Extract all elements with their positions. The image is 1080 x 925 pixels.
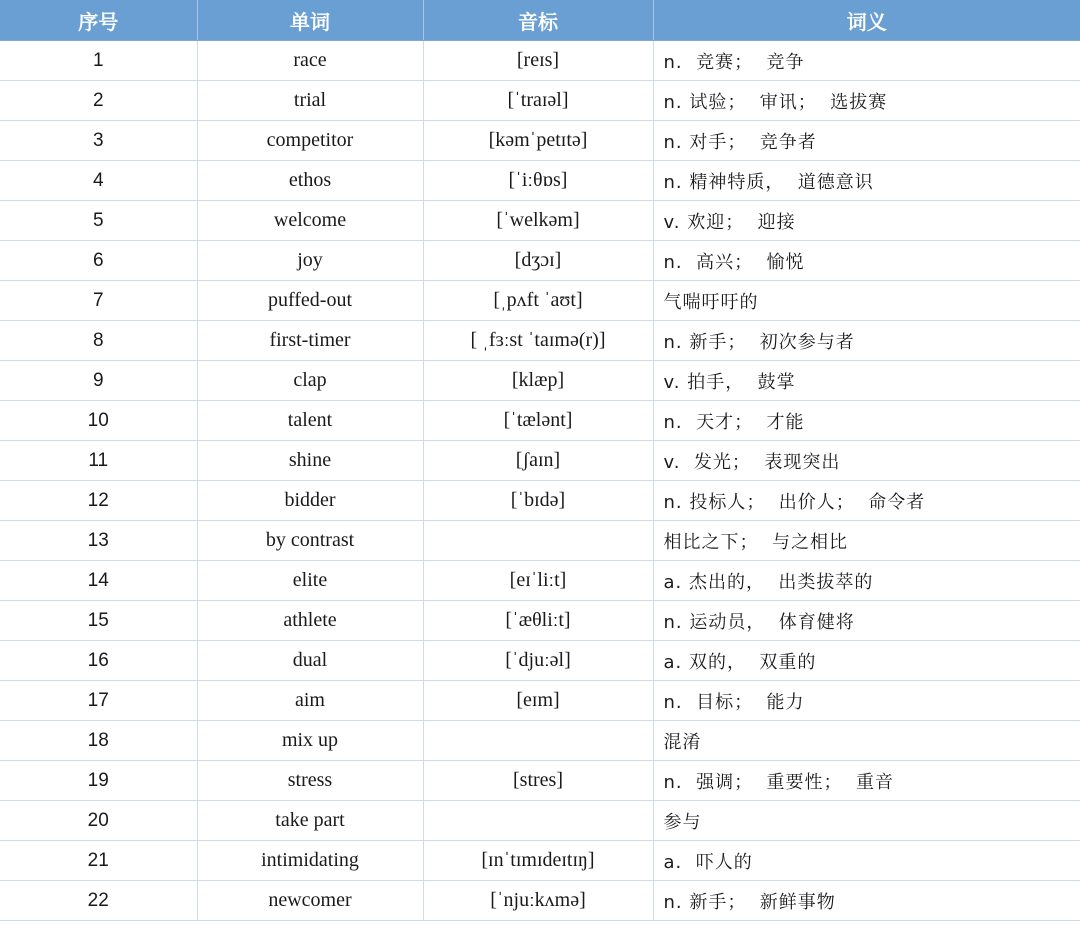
- row-phonetic: [ˈiːθɒs]: [423, 161, 653, 201]
- row-word: intimidating: [197, 841, 423, 881]
- table-row: [0, 601, 1080, 641]
- row-word: race: [197, 41, 423, 81]
- row-meaning: n. 精神特质， 道德意识: [653, 161, 1080, 201]
- row-word: joy: [197, 241, 423, 281]
- row-number: 3: [0, 121, 197, 161]
- row-number: 16: [0, 641, 197, 681]
- table-row: [0, 81, 1080, 121]
- row-word: trial: [197, 81, 423, 121]
- table-row: [0, 481, 1080, 521]
- row-phonetic: [eɪm]: [423, 681, 653, 721]
- row-number: 4: [0, 161, 197, 201]
- row-word: talent: [197, 401, 423, 441]
- row-phonetic: [ˈtraɪəl]: [423, 81, 653, 121]
- table-row: [0, 361, 1080, 401]
- table-row: [0, 161, 1080, 201]
- row-word: athlete: [197, 601, 423, 641]
- row-number: 13: [0, 521, 197, 561]
- table-row: [0, 281, 1080, 321]
- row-word: by contrast: [197, 521, 423, 561]
- table-header: [0, 0, 1080, 41]
- header-meaning: 词义: [653, 0, 1080, 41]
- row-word: ethos: [197, 161, 423, 201]
- row-number: 18: [0, 721, 197, 761]
- table-row: [0, 801, 1080, 841]
- row-word: clap: [197, 361, 423, 401]
- row-word: elite: [197, 561, 423, 601]
- row-meaning: a. 杰出的， 出类拔萃的: [653, 561, 1080, 601]
- row-meaning: 相比之下； 与之相比: [653, 521, 1080, 561]
- row-phonetic: [423, 801, 653, 841]
- row-meaning: v. 拍手， 鼓掌: [653, 361, 1080, 401]
- table-row: [0, 201, 1080, 241]
- row-phonetic: [ ˌfɜːst ˈtaɪmə(r)]: [423, 321, 653, 361]
- row-word: take part: [197, 801, 423, 841]
- row-meaning: n. 目标； 能力: [653, 681, 1080, 721]
- row-number: 10: [0, 401, 197, 441]
- table-row: [0, 681, 1080, 721]
- table-row: [0, 881, 1080, 921]
- row-number: 7: [0, 281, 197, 321]
- table-row: [0, 721, 1080, 761]
- row-meaning: a. 双的， 双重的: [653, 641, 1080, 681]
- row-meaning: a. 吓人的: [653, 841, 1080, 881]
- row-phonetic: [ˈbɪdə]: [423, 481, 653, 521]
- row-phonetic: [ˌpʌft ˈaʊt]: [423, 281, 653, 321]
- row-meaning: n. 强调； 重要性； 重音: [653, 761, 1080, 801]
- row-phonetic: [ɪnˈtɪmɪdeɪtɪŋ]: [423, 841, 653, 881]
- row-word: shine: [197, 441, 423, 481]
- row-meaning: n. 对手； 竞争者: [653, 121, 1080, 161]
- row-number: 17: [0, 681, 197, 721]
- table-row: [0, 121, 1080, 161]
- row-meaning: v. 欢迎； 迎接: [653, 201, 1080, 241]
- header-number: 序号: [0, 0, 197, 41]
- row-number: 8: [0, 321, 197, 361]
- table-row: [0, 241, 1080, 281]
- row-number: 1: [0, 41, 197, 81]
- row-meaning: n. 投标人； 出价人； 命令者: [653, 481, 1080, 521]
- row-phonetic: [ˈæθliːt]: [423, 601, 653, 641]
- table-row: [0, 761, 1080, 801]
- row-word: mix up: [197, 721, 423, 761]
- row-meaning: n. 竞赛； 竞争: [653, 41, 1080, 81]
- row-word: welcome: [197, 201, 423, 241]
- row-meaning: n. 高兴； 愉悦: [653, 241, 1080, 281]
- table-row: [0, 441, 1080, 481]
- header-row: [0, 0, 1080, 41]
- row-number: 20: [0, 801, 197, 841]
- table-row: [0, 841, 1080, 881]
- row-meaning: 气喘吁吁的: [653, 281, 1080, 321]
- row-phonetic: [ˈtælənt]: [423, 401, 653, 441]
- table-row: [0, 561, 1080, 601]
- table-row: [0, 641, 1080, 681]
- row-number: 15: [0, 601, 197, 641]
- row-word: dual: [197, 641, 423, 681]
- row-word: competitor: [197, 121, 423, 161]
- row-phonetic: [423, 521, 653, 561]
- row-meaning: n. 试验； 审讯； 选拔赛: [653, 81, 1080, 121]
- row-word: first-timer: [197, 321, 423, 361]
- row-meaning: n. 运动员， 体育健将: [653, 601, 1080, 641]
- row-phonetic: [eɪˈliːt]: [423, 561, 653, 601]
- header-phonetic: 音标: [423, 0, 653, 41]
- row-phonetic: [ˈnjuːkʌmə]: [423, 881, 653, 921]
- row-meaning: n. 新手； 初次参与者: [653, 321, 1080, 361]
- row-phonetic: [dʒɔɪ]: [423, 241, 653, 281]
- row-meaning: 混淆: [653, 721, 1080, 761]
- row-meaning: v. 发光； 表现突出: [653, 441, 1080, 481]
- row-word: stress: [197, 761, 423, 801]
- row-number: 21: [0, 841, 197, 881]
- row-number: 14: [0, 561, 197, 601]
- row-phonetic: [ˈdjuːəl]: [423, 641, 653, 681]
- row-number: 2: [0, 81, 197, 121]
- row-word: puffed-out: [197, 281, 423, 321]
- table-row: [0, 321, 1080, 361]
- row-word: aim: [197, 681, 423, 721]
- row-phonetic: [ʃaɪn]: [423, 441, 653, 481]
- row-meaning: n. 新手； 新鲜事物: [653, 881, 1080, 921]
- row-word: newcomer: [197, 881, 423, 921]
- table-row: [0, 401, 1080, 441]
- row-number: 6: [0, 241, 197, 281]
- row-number: 22: [0, 881, 197, 921]
- table-row: [0, 41, 1080, 81]
- row-word: bidder: [197, 481, 423, 521]
- row-number: 12: [0, 481, 197, 521]
- row-meaning: n. 天才； 才能: [653, 401, 1080, 441]
- row-number: 5: [0, 201, 197, 241]
- row-phonetic: [klæp]: [423, 361, 653, 401]
- row-phonetic: [stres]: [423, 761, 653, 801]
- row-number: 19: [0, 761, 197, 801]
- row-phonetic: [reɪs]: [423, 41, 653, 81]
- row-number: 9: [0, 361, 197, 401]
- table-body: [0, 41, 1080, 921]
- row-phonetic: [ˈwelkəm]: [423, 201, 653, 241]
- row-phonetic: [423, 721, 653, 761]
- row-phonetic: [kəmˈpetɪtə]: [423, 121, 653, 161]
- row-meaning: 参与: [653, 801, 1080, 841]
- row-number: 11: [0, 441, 197, 481]
- table-row: [0, 521, 1080, 561]
- header-word: 单词: [197, 0, 423, 41]
